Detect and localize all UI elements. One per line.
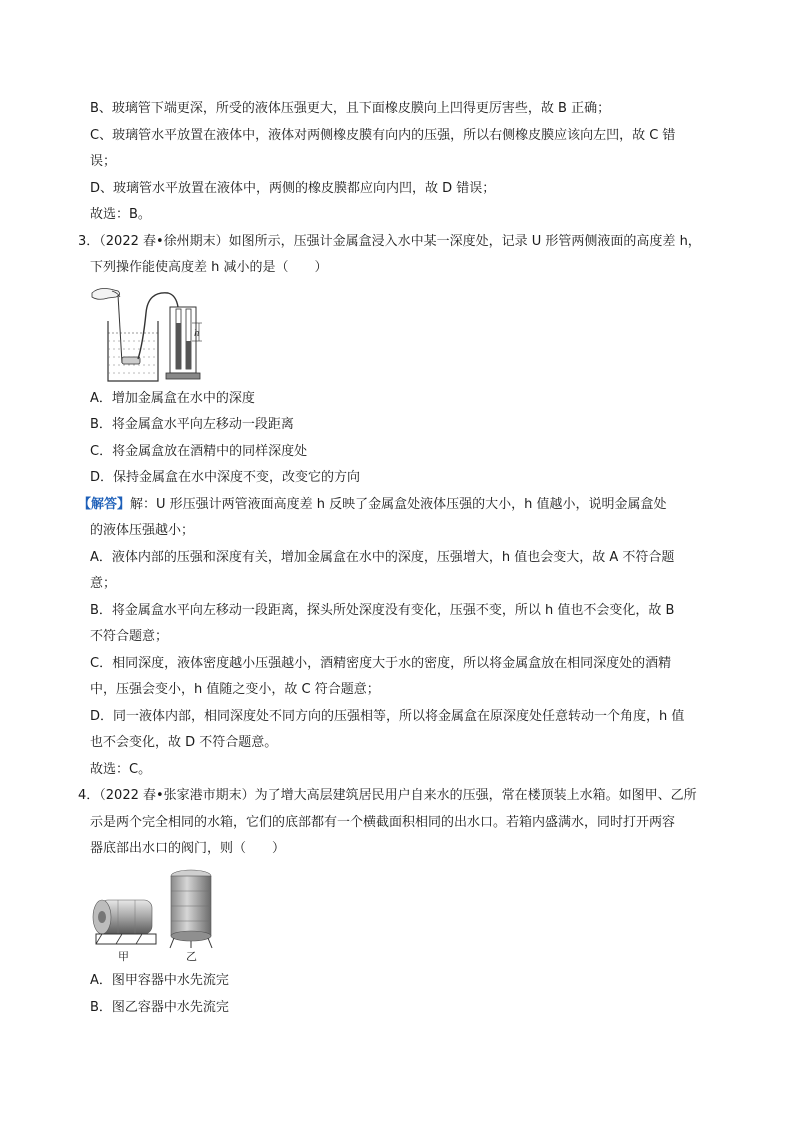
- solution-line: 中，压强会变小，h 值随之变小，故 C 符合题意；: [90, 682, 380, 697]
- option-d: D．保持金属盒在水中深度不变，改变它的方向: [90, 470, 361, 485]
- option-b: B．将金属盒水平向左移动一段距离: [90, 417, 294, 432]
- solution-line: [78, 496, 667, 514]
- solution-line: C．相同深度，液体密度越小压强越小，酒精密度大于水的密度，所以将金属盒放在相同深度处的酒精: [90, 656, 672, 671]
- label-jia: 甲: [118, 950, 129, 963]
- solution-line: 误；: [90, 154, 117, 169]
- manometer-figure: [88, 283, 213, 383]
- option-a: A．增加金属盒在水中的深度: [90, 391, 255, 406]
- answer-line: 故选：B。: [90, 207, 151, 222]
- solution-line: A．液体内部的压强和深度有关，增加金属盒在水中的深度，压强增大，h 值也会变大，故 A 不符合题: [90, 550, 675, 565]
- solution-tag: 【解答】: [78, 497, 131, 512]
- option-c: C．将金属盒放在酒精中的同样深度处: [90, 444, 308, 459]
- solution-line: B．将金属盒水平向左移动一段距离，探头所处深度没有变化，压强不变，所以 h 值也不会变化，故 B: [90, 603, 675, 618]
- solution-line: 也不会变化，故 D 不符合题意。: [90, 735, 278, 750]
- question-4-stem: 示是两个完全相同的水箱，它们的底部都有一个横截面积相同的出水口。若箱内盛满水，同时打开两容: [90, 815, 676, 830]
- water-tanks-figure: [88, 866, 218, 964]
- solution-line: D．同一液体内部，相同深度处不同方向的压强相等，所以将金属盒在原深度处任意转动一个角度，h 值: [90, 709, 685, 724]
- label-yi: 乙: [186, 950, 197, 963]
- solution-line: 意；: [90, 576, 117, 591]
- question-3-stem: 下列操作能使高度差 h 减小的是（ ）: [90, 260, 328, 275]
- question-3-stem: 3．（2022 春•徐州期末）如图所示，压强计金属盒浸入水中某一深度处，记录 U 形管两侧液面的高度差 h，: [78, 234, 701, 249]
- option-b: B．图乙容器中水先流完: [90, 1000, 229, 1015]
- option-a: A．图甲容器中水先流完: [90, 973, 229, 988]
- solution-line: B、玻璃管下端更深，所受的液体压强更大，且下面橡皮膜向上凹得更厉害些，故 B 正确；: [90, 101, 611, 116]
- question-4-stem: 器底部出水口的阀门，则（ ）: [90, 841, 286, 856]
- answer-line: 故选：C。: [90, 762, 152, 777]
- solution-text: 解：U 形压强计两管液面高度差 h 反映了金属盒处液体压强的大小，h 值越小，说明金属盒处: [130, 497, 667, 512]
- figure-h-label: h: [194, 329, 200, 339]
- solution-line: D、玻璃管水平放置在液体中，两侧的橡皮膜都应向内凹，故 D 错误；: [90, 181, 496, 196]
- solution-line: 的液体压强越小；: [90, 523, 195, 538]
- solution-line: 不符合题意；: [90, 629, 169, 644]
- question-4-stem: 4．（2022 春•张家港市期末）为了增大高层建筑居民用户自来水的压强，常在楼顶装上水箱。如图甲、乙所: [78, 788, 697, 803]
- solution-line: C、玻璃管水平放置在液体中，液体对两侧橡皮膜有向内的压强，所以右侧橡皮膜应该向左凹，故 C 错: [90, 128, 676, 143]
